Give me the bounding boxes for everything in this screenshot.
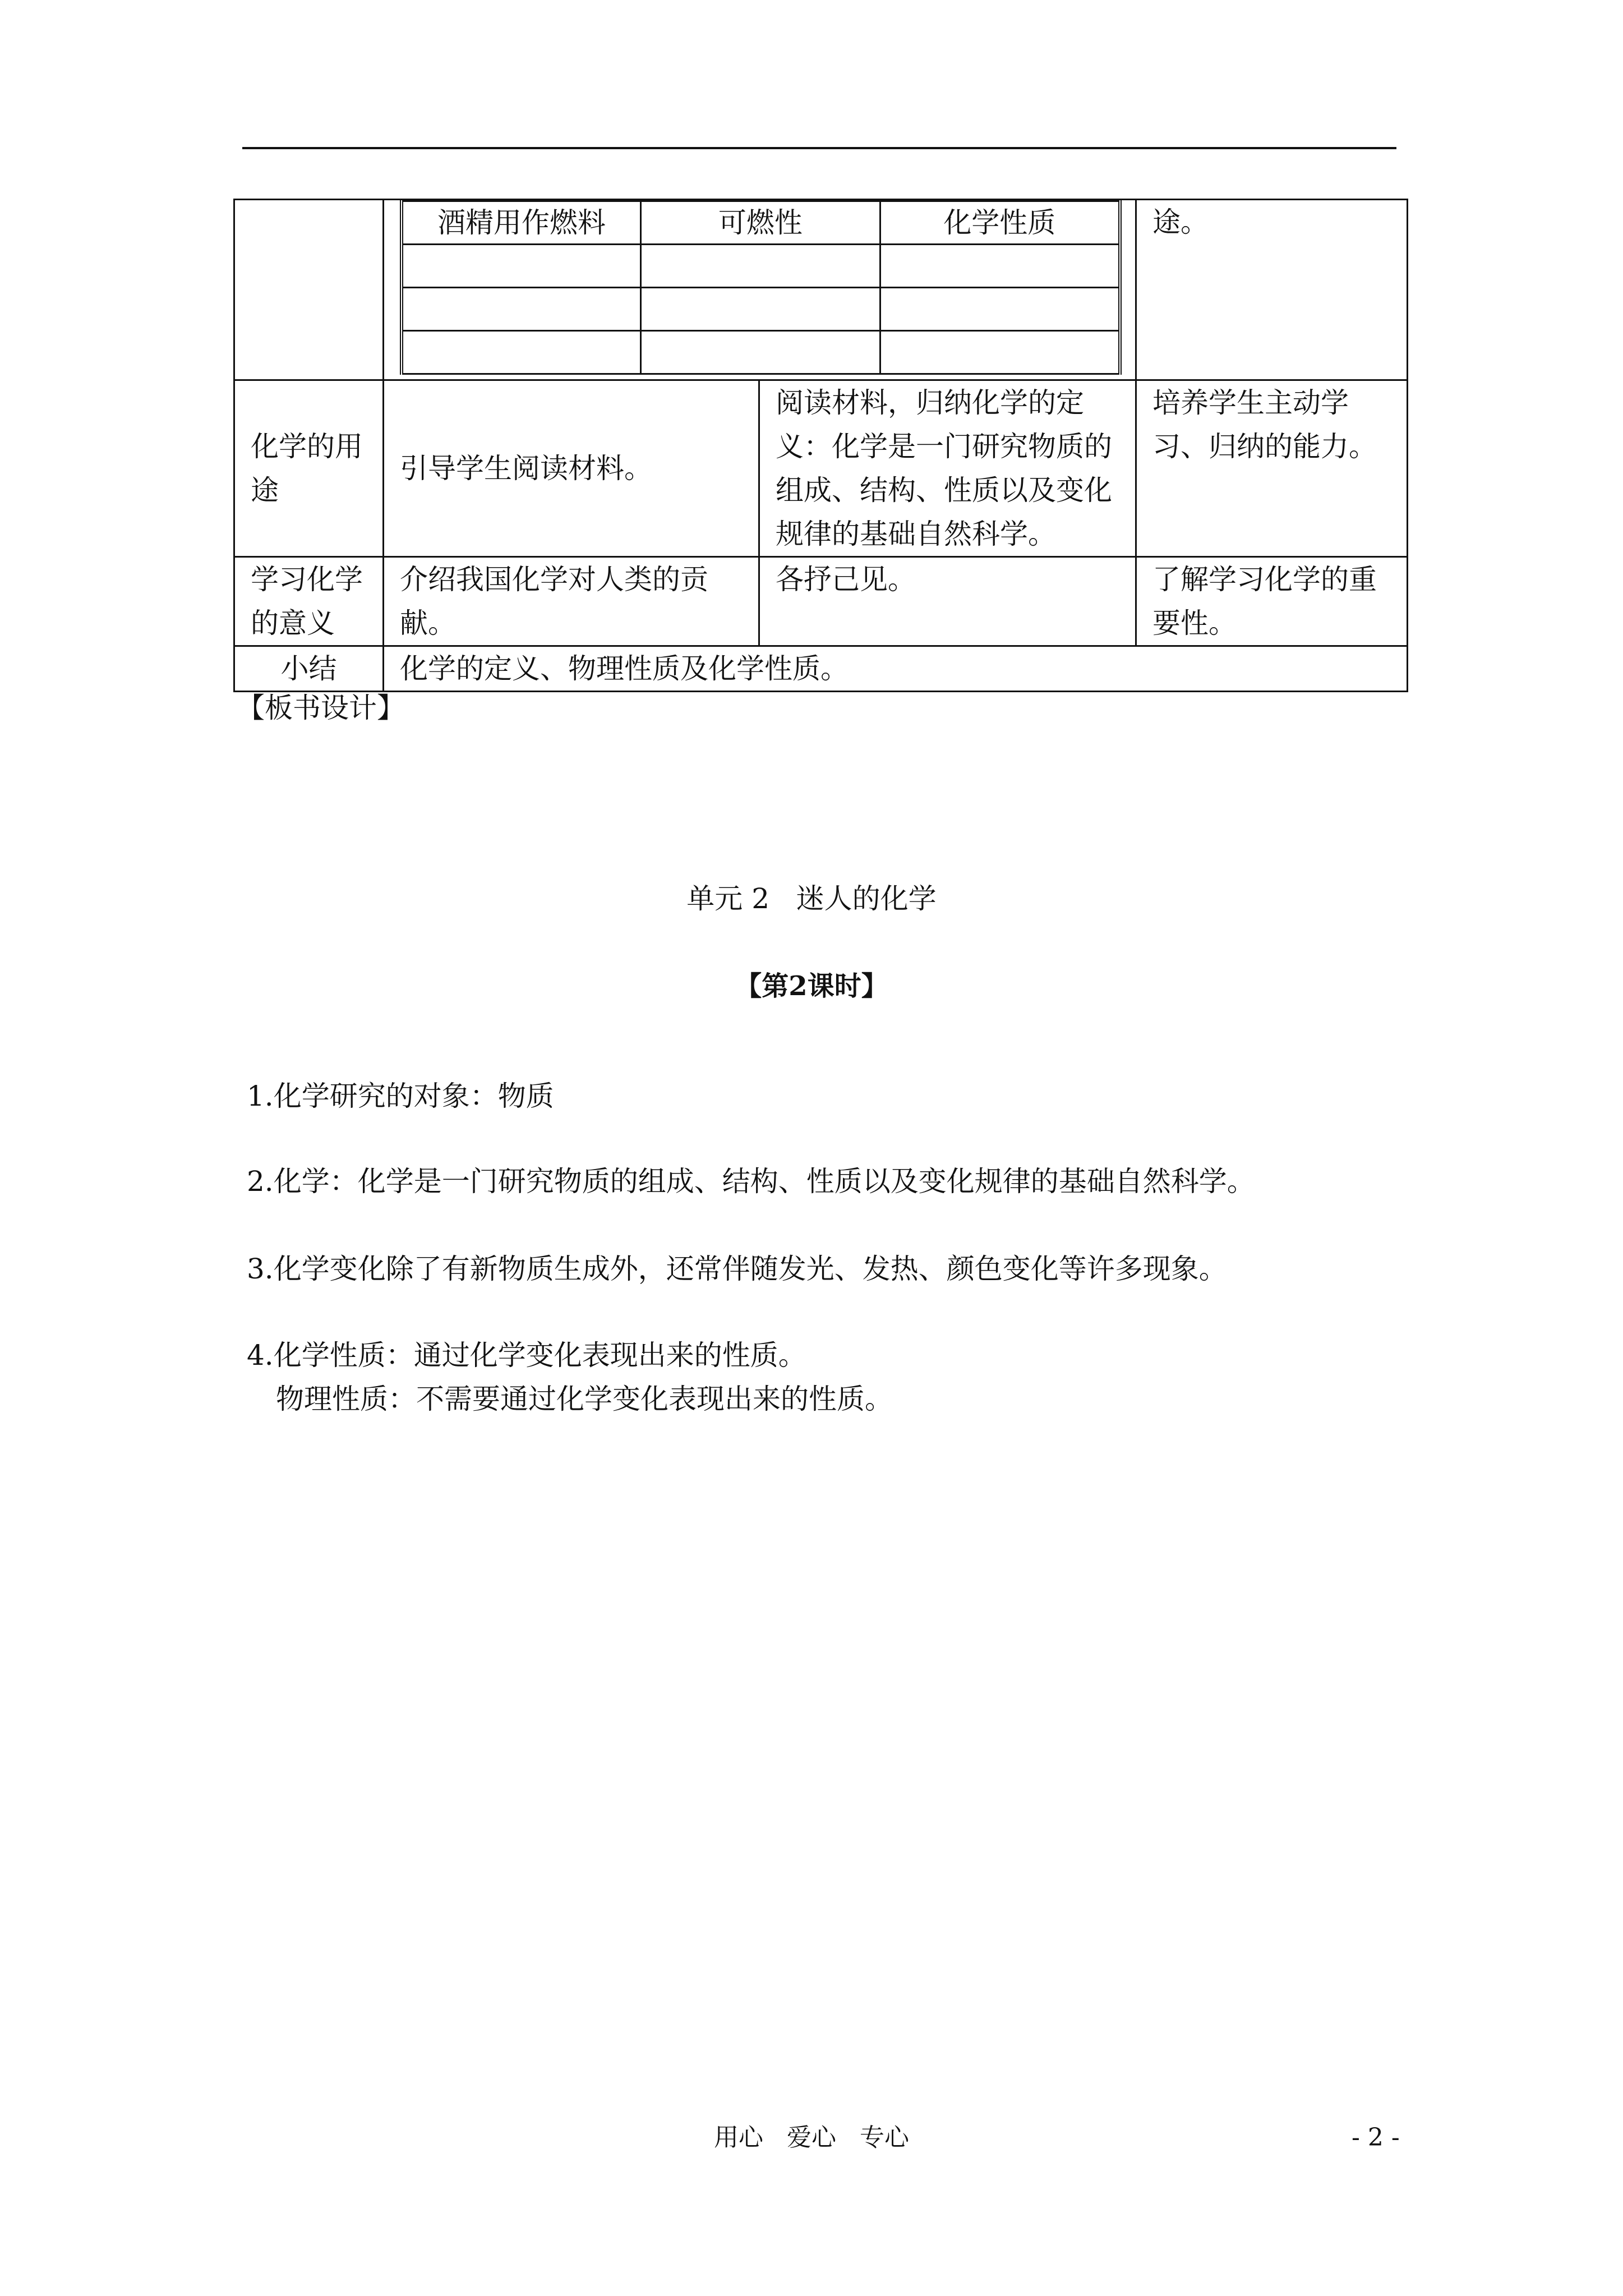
table-cell: 化学的用途 [234, 380, 384, 557]
table-cell: 化学性质 [880, 201, 1120, 245]
header-rule [242, 147, 1396, 149]
table-cell [641, 288, 880, 331]
table-cell: 可燃性 [641, 201, 880, 245]
table-row [234, 646, 1408, 692]
table-row [402, 288, 1120, 331]
table-cell: 阅读材料，归纳化学的定义：化学是一门研究物质的组成、结构、性质以及变化规律的基础自然科学。 [759, 380, 1136, 557]
table-row [402, 331, 1120, 374]
table-row [234, 557, 1408, 646]
table-row [402, 245, 1120, 288]
table-cell [880, 331, 1120, 374]
table-cell [641, 331, 880, 374]
footer-motto: 用心 爱心 专心 [714, 2123, 909, 2152]
table-cell: 培养学生主动学习、归纳的能力。 [1136, 380, 1408, 557]
table-cell [880, 288, 1120, 331]
unit-title: 单元 2 迷人的化学 [686, 882, 937, 915]
table-cell: 各抒己见。 [759, 557, 1136, 646]
table-cell [234, 200, 384, 380]
table-cell [880, 245, 1120, 288]
board-design-heading: 【板书设计】 [237, 692, 405, 724]
table-cell: 酒精用作燃料 [402, 201, 641, 245]
lesson-number: 【第2课时】 [735, 970, 888, 1002]
table-row [234, 380, 1408, 557]
table-cell [402, 331, 641, 374]
table-cell: 小结 [234, 646, 384, 692]
lesson-plan-table [233, 199, 1408, 692]
table-row [234, 200, 1408, 380]
table-cell [402, 245, 641, 288]
board-point-4: 4.化学性质：通过化学变化表现出来的性质。 [247, 1339, 806, 1372]
table-cell: 介绍我国化学对人类的贡献。 [384, 557, 759, 646]
board-point-3: 3.化学变化除了有新物质生成外，还常伴随发光、发热、颜色变化等许多现象。 [247, 1253, 1227, 1285]
table-cell: 学习化学的意义 [234, 557, 384, 646]
board-point-1: 1.化学研究的对象：物质 [247, 1080, 554, 1112]
table-cell: 途。 [1136, 200, 1408, 380]
page-number: - 2 - [1352, 2123, 1400, 2152]
table-cell: 化学的定义、物理性质及化学性质。 [384, 646, 1408, 692]
board-point-2: 2.化学：化学是一门研究物质的组成、结构、性质以及变化规律的基础自然科学。 [247, 1165, 1255, 1198]
properties-table [400, 200, 1122, 375]
table-cell [641, 245, 880, 288]
table-row [402, 201, 1120, 245]
table-cell [402, 288, 641, 331]
properties-cell [384, 200, 1136, 380]
table-cell: 了解学习化学的重要性。 [1136, 557, 1408, 646]
table-cell: 引导学生阅读材料。 [384, 380, 759, 557]
board-point-4-sub: 物理性质：不需要通过化学变化表现出来的性质。 [276, 1383, 893, 1415]
